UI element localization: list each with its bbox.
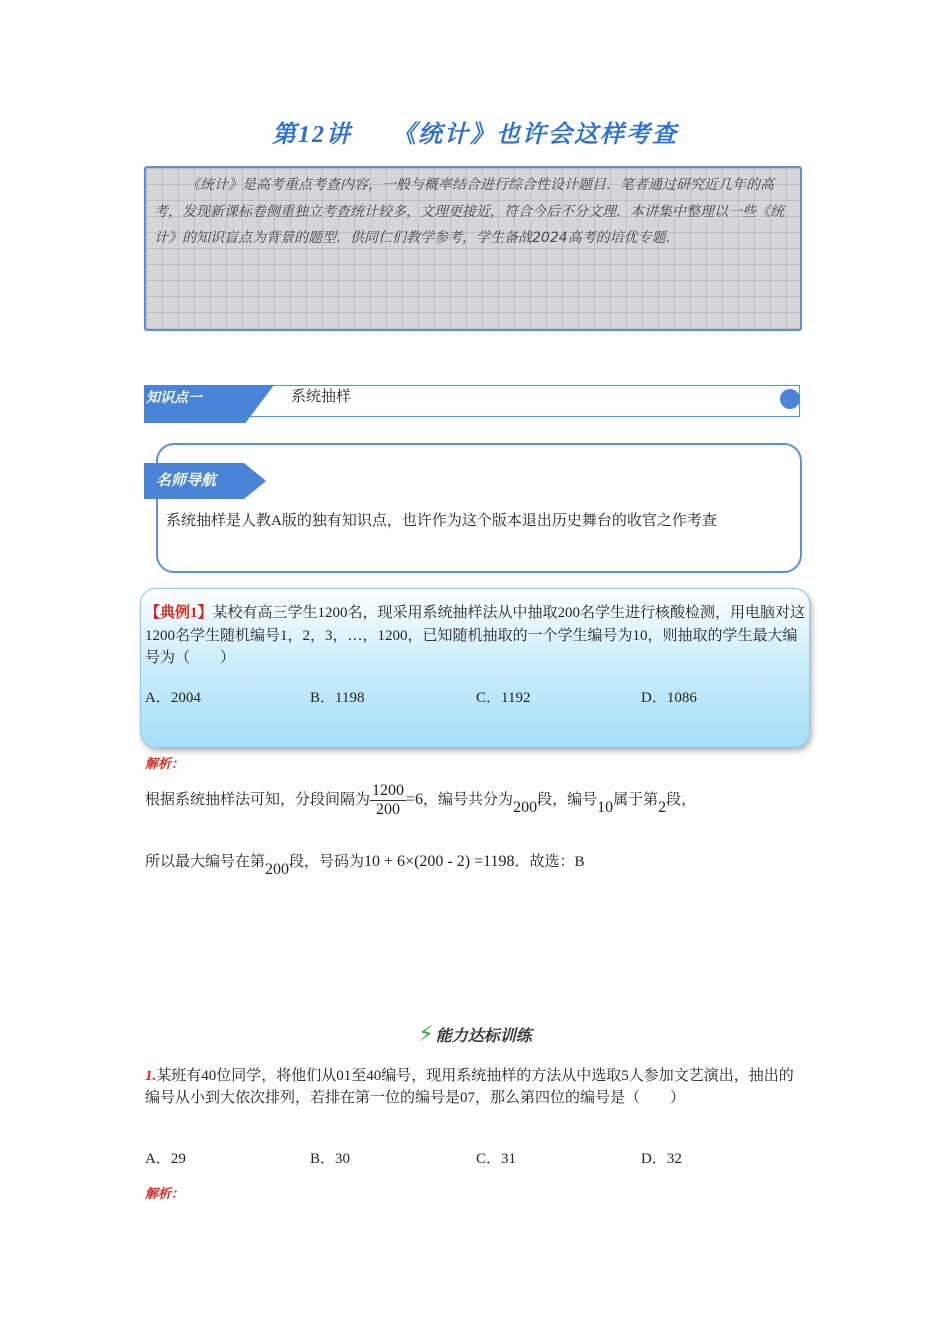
page-title: 第12讲 《统计》也许会这样考查 bbox=[272, 122, 678, 148]
knowledge-point-label: 系统抽样 bbox=[291, 389, 352, 405]
solution-text-f: 所以最大编号在第 bbox=[145, 854, 266, 870]
section-title-text: 能力达标训练 bbox=[435, 1026, 532, 1045]
solution-line-1 bbox=[145, 782, 696, 819]
question-1-option-b: B．30 bbox=[310, 1151, 351, 1167]
intro-box bbox=[144, 166, 802, 331]
solution-text-g: 段，号码为 bbox=[289, 854, 365, 870]
solution-text-a: 根据系统抽样法可知，分段间隔为 bbox=[145, 791, 371, 808]
question-1-option-a: A．29 bbox=[145, 1151, 186, 1167]
example-option-b: B．1198 bbox=[310, 690, 365, 706]
example-question bbox=[145, 602, 807, 670]
intro-text: 《统计》是高考重点考查内容，一般与概率结合进行综合性设计题目．笔者通过研究近几年的高考，发现新课标卷侧重独立考查统计较多，文理更接近，符合今后不分文理．本讲集中整理以一些《统计》的知识盲点为背景的题型．供同仁们教学参考，学生备战2024高考的培优专题． bbox=[154, 177, 784, 246]
teacher-guide-tag-text: 名师导航 bbox=[156, 471, 217, 489]
example-option-a: A．2004 bbox=[145, 690, 201, 706]
question-1 bbox=[145, 1065, 805, 1109]
example-option-d: D．1086 bbox=[641, 690, 697, 706]
fraction-numerator: 1200 bbox=[372, 782, 405, 799]
lightning-icon: ⚡ bbox=[418, 1022, 434, 1047]
teacher-guide-text: 系统抽样是人教A版的独有知识点，也许作为这个版本退出历史舞台的收官之作考查 bbox=[166, 513, 717, 529]
question-1-option-c: C．31 bbox=[476, 1151, 517, 1167]
solution-text-b: ，编号共分为 bbox=[423, 791, 514, 808]
solution-text-c: 段，编号 bbox=[537, 791, 598, 808]
example-text: 某校有高三学生1200名，现采用系统抽样法从中抽取200名学生进行核酸检测，用电脑对这1200名学生随机编号1，2，3，…，1200，已知随机抽取的一个学生编号为10，则抽取的学生最大编号为（ ） bbox=[145, 605, 806, 666]
circle-icon bbox=[780, 389, 800, 409]
formula: 10 + 6×(200 - 2) =1198 bbox=[364, 853, 515, 870]
knowledge-point-tag-text: 知识点一 bbox=[146, 390, 202, 406]
solution-text-e: 段， bbox=[666, 791, 697, 808]
question-1-number: 1. bbox=[145, 1068, 157, 1084]
example-tag: 【典例1】 bbox=[145, 605, 213, 621]
question-1-option-d: D．32 bbox=[641, 1151, 682, 1167]
equals-six: =6 bbox=[406, 790, 424, 808]
solution-text-d: 属于第 bbox=[613, 791, 659, 808]
solution-line-2 bbox=[145, 850, 585, 878]
solution-label: 解析： bbox=[145, 757, 185, 772]
solution-text-h: ．故选：B bbox=[514, 854, 585, 870]
example-option-c: C．1192 bbox=[476, 690, 531, 706]
fraction bbox=[370, 782, 406, 819]
teacher-guide-box bbox=[156, 443, 802, 573]
fraction-denominator: 200 bbox=[376, 801, 401, 818]
segment-number: 200 bbox=[265, 861, 290, 878]
section-title bbox=[0, 1022, 950, 1047]
question-1-solution-label: 解析： bbox=[145, 1187, 185, 1202]
number-two: 2 bbox=[658, 798, 667, 816]
question-1-text: 某班有40位同学，将他们从01至40编号，现用系统抽样的方法从中选取5人参加文艺演出，抽出的编号从小到大依次排列，若排在第一位的编号是07，那么第四位的编号是（ ） bbox=[145, 1068, 794, 1106]
segment-count: 200 bbox=[513, 798, 538, 816]
number-ten: 10 bbox=[597, 798, 614, 816]
